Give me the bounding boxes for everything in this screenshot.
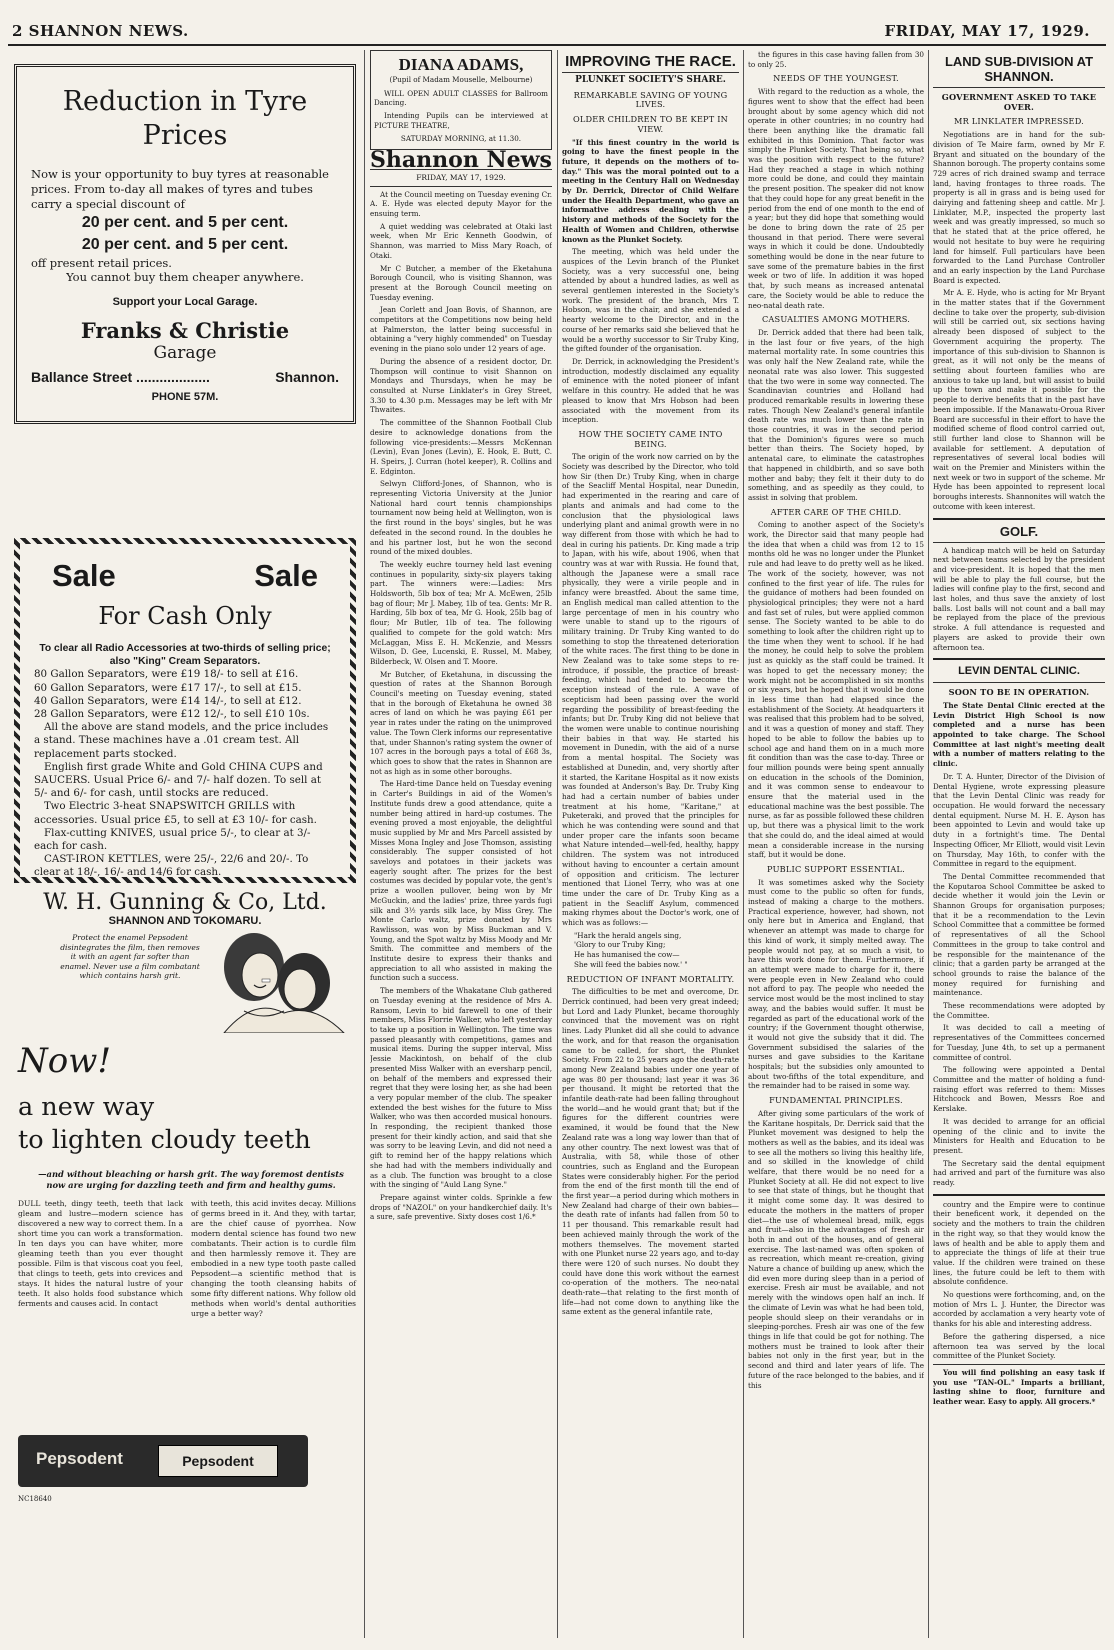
news-item: Prepare against winter colds. Sprinkle a few drops of "NAZOL" on your handkerchief daily. It's a sure, safe preventive. Sixty doses cost 1/6.* [370,1192,552,1222]
issue-date: FRIDAY, MAY 17, 1929. [884,22,1090,40]
diana-body2: Intending Pupils can be interviewed at PICTURE THEATRE, [374,111,548,130]
tyre-ad-body: Now is your opportunity to buy tyres at reasonable prices. From to-day all makes of tyres and tubes carry a special discount of [31,167,329,211]
tyre-ad-support: Support your Local Garage. [112,296,258,308]
rule [370,186,552,187]
sale-line: 28 Gallon Separators, were £12 12/-, to sell £10 10s. [34,708,310,721]
rule [933,682,1105,683]
rule [562,72,739,73]
news-item: A quiet wedding was celebrated at Otaki last week, when Mr Eric Kenneth Goodwin, of Shannon, was married to Miss Mary Roach, of Otaki. [370,221,552,260]
paper-dateline: FRIDAY, MAY 17, 1929. [416,172,506,182]
article-para: It was sometimes asked why the Society must come to the public so often for funds, instead of making a charge to the mothers. Practical experience, however, had shown, not only here but in America and England, that whenever an attempt was made to charge for this kind of work, it simply melted away. The people would not pay, at so much a visit, to have this work done for them. Furthermore, if an attempt were made to charge for it, there were people even in New Zealand who could not afford to pay. The people who needed the service most would be the most inclined to stay away, and the babies would suffer. It must be regarded as part of the educational work of the country; if the Government thought otherwise, it would not give the subsidy that it did. The Government subsidised the salaries of the nurses and gave subsidies to the Karitane hospitals; but the subsidies only amounted to about two-fifths of the total expenditure, and the remainder had to be raised in some way. [748,877,924,1091]
pepsodent-package [18,1435,308,1487]
sale-firm: W. H. Gunning & Co, Ltd. [43,889,327,915]
news-item: The Hard-time Dance held on Tuesday evening in Carter's Buildings in aid of the Women's Institute funds drew a good attendance, quite a number being attired in hard-up costumes. The evening proved a most enjoyable, the delightful music supplied by Mr and Mrs Parcell assisted by Misses Mona Ingley and Jose Thomson, assisting considerably. The supper consisted of hot saveloys and potatoes in their jackets was eagerly sought after. The prizes for the best costumes was decided by popular vote, the gent's prize a woollen pullover, being won by Mr McGuckin, and the ladies' prize, three yards fugi silk and 3½ yards silk lace, by Miss Grey. The Monte Carlo waltz, prize donated by Mrs Rawlisson, was won by Miss Buckman and V. Young, and the Spot waltz by Miss Moody and Mr Smith. The committee and members of the Institute desire to express their thanks and appreciation to all who assisted in making the function such a success. [370,779,552,983]
pepsodent-code: NC18640 [18,1495,52,1503]
dental-deck: SOON TO BE IN OPERATION. [948,687,1090,698]
rule [933,518,1105,520]
land-title: LAND SUB-DIVISION AT SHANNON. [944,54,1094,84]
sale-cash-only: For Cash Only [98,602,272,630]
sale-line: Flax-cutting KNIVES, usual price 5/-, to clear at 3/- each for cash. [34,826,311,853]
article-para: The difficulties to be met and overcome, Dr. Derrick continued, had been very great indeed; but Lord and Lady Plunket, became thoroughly convinced that the movement was on right lines. Lady Plunket did all she could to advance the work, and for that reason the organisation came to be called, for short, the Plunket Society. From 22 to 25 years ago the death-rate among New Zealand babies under one year of age was 80 per thousand; last year it was 36 per thousand. It might be retorted that the infantile death-rate had been falling throughout the world—and he would grant that; but if the figures for the different countries were examined, it would be found that the New Zealand rate was a long way lower than that of any other country. The next lowest was that of Australia, with 58, while those of other countries, such as England and the European States were considerably higher. For the period from the end of the first month till the end of the first year—a period during which mothers in New Zealand had charge of their own babies—the death rate of infants had fallen from 50 to 11 per thousand. This remarkable result had been achieved mainly through the work of the mothers themselves. The movement started with one Plunket nurse 22 years ago, and to-day there were 120 of such nurses. No doubt they could have done this work without the earnest co-operation of the mothers. The neo-natal death-rate—that relating to the first month of life—had not come down to anything like the same extent as the general infantile rate, [562,987,739,1317]
pepsodent-pack-label: Pepsodent [158,1445,278,1477]
dental-title: LEVIN DENTAL CLINIC. [958,665,1080,678]
rule [933,87,1105,88]
dental-para: These recommendations were adopted by the Committee. [933,1001,1105,1020]
article-subtitle: PLUNKET SOCIETY'S SHARE. [575,75,726,85]
pepsodent-now: Now! [18,1041,111,1081]
sale-line: Two Electric 3-heat SNAPSWITCH GRILLS with accessories. Usual price £5, to sell at £3 10/- for cash. [34,800,317,826]
news-item: The weekly euchre tourney held last evening continues in popularity, sixty-six players taking part. The winners were:—Ladies: Mrs Holdsworth, 5lb box of tea; Mr A. McEwen, 25lb bag of flour; Mr J. Mabey, 1lb of tea. Gents: Mr R. Harding, 5lb box of tea, Mr G. Hook, 25lb bag of flour; Mr Butler, 1lb of tea. The following qualified to compete for the gold watch: Mrs McLaggan, Miss E. H. McKenzie, and Messrs Wilson, D. Gee, Lucenski, E. Russel, M. Mabey, Bilderbeck, W. Olsen and T. Moore. [370,559,552,666]
sale-line: All the above are stand models, and the price includes a stand. These machines have a .01 cream test. All replacement parts stocked. [34,721,329,760]
sale-heading [34,558,336,594]
article-subhead: PUBLIC SUPPORT ESSENTIAL. [767,863,905,874]
verse-line: He has humanised the cow— [574,950,680,960]
pepsodent-copy-col: DULL teeth, dingy teeth, teeth that lack gleam and lustre—modern science has discovered a new way to correct them. In a short time you can work a transformation. In ten days you can have whiter, more gleaming teeth than you ever thought possible. Film is that viscous coat you feel, that clings to teeth, gets into crevices and stays. It hides the natural lustre of your teeth. It also holds food substance which ferments and causes acid. In contact [18,1199,183,1308]
page-masthead: 2 SHANNON NEWS. [12,22,189,40]
diana-sub: (Pupil of Madam Mouselle, Melbourne) [389,75,533,84]
verse-line: She will feed the babies now.' " [574,959,688,969]
land-deck2: MR LINKLATER IMPRESSED. [953,116,1084,127]
dental-lead: The State Dental Clinic erected at the Levin District High School is now completed and a nurse has been appointed to take charge. The School Committee at last night's meeting dealt with a number of matters relating to the clinic. [933,700,1105,769]
column-rule [557,50,558,1638]
dental-para: The Secretary said the dental equipment had arrived and part of the furniture was also ready. [933,1158,1105,1188]
news-item: Mr Butcher, of Eketahuna, in discussing the question of rates at the Shannon Borough Council's meeting on Tuesday evening, stated that in the borough of Eketahuna he owned 38 acres of land on which he was paying £61 per year in rates under the rating on the unimproved value. The Town Clerk informs our representative that, under Shannon's rating system the owner of 107 acres in the borough pays a total of £68 3s, which goes to show that the rates in Shannon are not as high as in some other boroughs. [370,669,552,776]
column-rule [928,50,929,1638]
tyre-discount: 20 per cent. and 5 per cent. [81,214,289,231]
dental-para: It was decided to arrange for an official opening of the clinic and to invite the Ministers for Health and Education to be present. [933,1116,1105,1155]
article-title: IMPROVING THE RACE. [565,53,736,70]
tyre-ad-address [31,369,339,385]
column-plunket [562,50,739,1640]
article-para: The meeting, which was held under the auspices of the Levin branch of the Plunket Society, was a very successful one, being attended by about a hundred ladies, as well as several gentlemen interested in the Society's work. The president of the branch, Mrs T. Hobson, was in the chair, and she extended a hearty welcome to the Director, and in the course of her remarks said she believed that he would be a worthy successor to Sir Truby King, the gifted founder of the organisation. [562,247,739,354]
article-lead: "If this finest country in the world is going to have the finest people in the future, it depends on the mothers of to-day." This was the moral pointed out to a meeting in the Century Hall on Wednesday by Dr. Derrick, Director of Child Welfare under the Health Department, who gave an informative address dealing with the history and methods of the Society for the Health of Women and Children, otherwise known as the Plunket Society. [562,137,739,244]
dance-class-notice [370,50,552,150]
column-rule [743,50,744,1638]
pepsodent-protect-note: Protect the enamel Pepsodent disintegrates the film, then removes it with an agent far softer than enamel. Never use a film combatant which contains harsh grit. [60,933,200,980]
sale-left: Sale [52,558,116,593]
pepsodent-headline-2: to lighten cloudy teeth [18,1125,311,1155]
sale-line: English first grade White and Gold CHINA CUPS and SAUCERS. Usual Price 6/- and 7/- half dozen. To sell at 5/- and 6/- for cash, until stocks are reduced. [34,760,323,800]
article-para: After giving some particulars of the work of the Karitane hospitals, Dr. Derrick said that the Plunket movement was designed to help the mothers as well as the babies, and its ideal was to see all the mothers so living this healthy life, and so skilled in the knowledge of child welfare, that there would be no need for a Plunket Society at all. He did not expect to live to see that state of things, but he thought that it might come some day. It was desired to educate the mothers in the matters of proper diet—the use of wholemeal bread, milk, eggs and fruit—also in the advantages of fresh air both in and out of the houses, and of general exercise. The last-named was often spoken of as recreation, which meant re-creation, giving Nature a chance of building up anew, which the did even more during sleep than in a period of exercise. Fresh air must be available, and not merely with the windows open half an inch. If the climate of Levin was what he had been told, people should sleep on their verandahs or in sleeping-porches. Fresh air was one of the few things in life that could be got for nothing. The mothers must be trained to look after their babies not only in the first year, but in the second and third and later years of life. The future of the race belonged to the babies, and if this [748,1108,924,1390]
column-local-news [370,50,552,1640]
article-deck: OLDER CHILDREN TO BE KEPT IN VIEW. [572,114,729,134]
article-para: Before the gathering dispersed, a nice afternoon tea was served by the local committee of the Plunket Society. [933,1331,1105,1361]
verse [562,931,739,970]
diana-time: SATURDAY MORNING, at 11.30. [400,133,522,143]
news-item: At the Council meeting on Tuesday evening Cr. A. E. Hyde was elected deputy Mayor for the ensuing term. [370,189,552,219]
sale-body [34,642,336,880]
article-para: With regard to the reduction as a whole, the figures went to show that the effect had been brought about by some agency which did not operate in other countries; in no country had there been anything like the dramatic fall exhibited in this Dominion. That factor was simply the Plunket Society. That being so, what was the position with respect to the future? Had they reached a stage in which nothing more could be done, and could they maintain the present position. The speaker did not know that they could hope for any great benefit in the period from the end of one month to the end of a year; but they did hope that something would be done to bring down the rate of 25 per thousand in that period. There were several ways in which it could be done. Undoubtedly something would be done in the near future to save some of the premature babies in the first week or two of life. In addition it was hoped that, by such means as increased antenatal care, the Society would be able to reduce the neo-natal death rate. [748,87,924,310]
article-subhead: FUNDAMENTAL PRINCIPLES. [769,1095,903,1106]
tyre-ad-title: Reduction in Tyre Prices [62,86,308,151]
tyre-discount: 20 per cent. and 5 per cent. [81,236,289,253]
tyre-ad-firm: Franks & Christie [80,318,290,343]
sale-advertisement [14,538,356,927]
land-deck: GOVERNMENT ASKED TO TAKE OVER. [941,92,1097,112]
article-para: Negotiations are in hand for the sub-division of Te Maire farm, owned by Mr F. Bryant and situated on the boundary of the Shannon borough. The property contains some 729 acres of rich drained swamp and terrace land, having frontages to three roads. The property is all in grass and is being used for dairying and fattening sheep and cattle. Mr J. Linklater, M.P., inspected the property last week and was greatly impressed, so much so that he stated that at the price offered, he would not hesitate to buy were he requiring land for himself. Full particulars have been forwarded to the Land Purchase Controller and an early inspection by the Land Purchase Board is expected. [933,130,1105,285]
column-plunket-continued [748,50,924,1640]
article-subhead: CASUALTIES AMONG MOTHERS. [761,314,911,325]
column-rule [364,50,365,1638]
tyre-ad-street: Ballance Street ................... [31,369,210,385]
verse-line: 'Glory to our Truby King; [574,940,666,950]
woman-illustration [184,925,354,1033]
article-para: Mr A. E. Hyde, who is acting for Mr Bryant in the matter states that if the Government decline to take over the property, sub-division will still be carried out, six sections having already been disposed of subject to the Government acquiring the property. The importance of this sub-division to Shannon is great, as it will not only be the means of settling about fourteen families who are anxious to take up land, but will assist to build up the town and make it possible for the people to derive benefits that in the past have been impossible. If the Manawatu-Oroua River Board are successful in their effort to have the modified scheme of flood control carried out, still further land close to Shannon will be available for settlement. A deputation of representatives of several local bodies will wait on the Premier and Ministers within the next week or two in support of the scheme. Mr Hyde has been appointed to represent local boroughs interests. Shannonites will watch the outcome with keen interest. [933,288,1105,511]
news-item: Mr C Butcher, a member of the Eketahuna Borough Council, who is visiting Shannon, was present at the Borough Council meeting on Tuesday evening. [370,263,552,302]
tyre-advertisement [14,64,356,424]
tyre-ad-phone: PHONE 57M. [151,391,219,403]
article-para: The origin of the work now carried on by the Society was described by the Director, who told how Sir (then Dr.) Truby King, when in charge of the Seacliff Mental Hospital, near Dunedin, had experimented in the rearing and care of plants and animals and had come to the conclusion that the physiological laws underlying plant and animal growth were in no way different from those with which he had to deal in curing his patients. Dr. King made a trip to Japan, with his wife, about 1906, when that country was at war with Russia. He found that, although the Japanese were a small race physically, they were a virile people and in infancy were breastfed. About the same time, an English medical man called attention to the large percentage of men in his country who were unable to stand up to the rigours of military training. Dr Truby King wanted to do something to stop the threatened deterioration of the white races. The first thing to be done in New Zealand was to take some steps to re-introduce, if possible, the practice of breast-feeding, which had tended to become the exception instead of the rule. A wave of scepticism had been passing over the world regarding the possibility of breast-feeding the infants; but Dr. Truby King did not believe that the women were unable to continue nourishing their babies in that way. He started his movement in Dunedin, with the aid of a nurse from a mental hospital. The Society was established at Dunedin, and, very shortly after it started, the Karitane Hospital as it now exists was founded at Anderson's Bay. Dr. Truby King had had a certain number of babies under treatment at his home, "Karitane," at Puketeraki, and proved that the principles for which he was contending were sound and that under proper care the infants soon became what Nature intended—well-fed, healthy, happy children. The system was not introduced without having to encounter a certain amount of opposition and criticism. The lecturer mentioned that Lionel Terry, who was at one time under the care of Dr. Truby King as a patient in the Seacliff Asylum, commenced making rhymes about the Doctor's work, one of which was as follows:— [562,452,739,928]
news-item: Jean Corlett and Joan Bovis, of Shannon, are competitors at the Competitions now being held at Palmerston, the latter being successful in obtaining a "very highly commended" on Tuesday evening in the piano solo under 12 years of age. [370,305,552,354]
article-para: Dr. Derrick added that there had been talk, in the last four or five years, of the high maternal mortality rate. In some countries this was only half the New Zealand rate, while the neonatal rate was also lower. This suggested that the two were in some way connected. The Scandinavian countries and Holland had produced remarkable results in lowering these rates. Though New Zealand's general infantile death rate was much lower than the rate in those countries, it was in the second period that the Dominion's figures were so much better than theirs. The Society hoped, by antenatal care, to eliminate the catastrophes that happened in childbirth, and so save both mother and baby; they felt it their duty to do something, and as speedily as they could, to assist in solving that problem. [748,327,924,502]
rule [933,542,1105,543]
pepsodent-subhead: —and without bleaching or harsh grit. The way foremost dentists now are urging for dazzling teeth and firm and healthy gums. [38,1169,344,1190]
sale-line: 80 Gallon Separators, were £19 18/- to sell at £16. [34,668,299,681]
column-land-golf-dental [933,50,1105,1640]
pepsodent-copy [18,1199,356,1319]
dental-para: The following were appointed a Dental Committee and the matter of holding a fund-raising effort was referred to them: Misses Hitchcock and Bowen, Messrs Roe and Kerslake. [933,1065,1105,1114]
sale-location: SHANNON AND TOKOMARU. [108,914,262,927]
article-para: country and the Empire were to continue their beneficent work, it depended on the society and the mothers to train the children in the right way, so that they would know the laws of health and be able to apply them and to appreciate the things of life at their true value. If the children were trained on these lines, the future could be left to them with absolute confidence. [933,1199,1105,1287]
news-item: The committee of the Shannon Football Club desire to acknowledge donations from the following vice-presidents:—Messrs McKennan (Levin), Evan Jones (Levin), E. Hook, E. Butt, C. H. Speirs, J. Curran (hotel keeper), R. Collins and E. Edginton. [370,418,552,476]
article-deck: REMARKABLE SAVING OF YOUNG LIVES. [573,89,728,110]
pepsodent-headline-1: a new way [18,1092,155,1122]
sale-line: CAST-IRON KETTLES, were 25/-, 22/6 and 20/-. To clear at 18/-, 16/- and 14/6 for cash. [34,853,309,879]
pepsodent-pack-logo: Pepsodent [36,1449,123,1468]
rule [933,1364,1105,1365]
tyre-ad-tail: off present retail prices. [31,256,172,270]
article-para: No questions were forthcoming, and, on the motion of Mrs L. J. Hunter, the Director was accorded by acclamation a very hearty vote of thanks for his able and interesting address. [933,1290,1105,1329]
tyre-ad-town: Shannon. [275,369,339,385]
top-rule [8,44,1106,46]
sale-intro: To clear all Radio Accessories at two-thirds of selling price; also "King" Cream Separators. [39,643,331,668]
sale-right: Sale [254,558,318,593]
pepsodent-advertisement [14,925,356,1630]
diana-body: WILL OPEN ADULT CLASSES for Ballroom Dancing. [374,88,548,108]
dental-para: The Dental Committee recommended that the Koputaroa School Committee be asked to decide whether it would join the Levin or Shannon Groups for organisation purposes; that it be a recommendation to the Levin School Committee that a committee be formed of representatives of all the School Committees in the group to take control and be responsible for the maintenance of the clinic; that a garden party be arranged at the school grounds to raise the balance of the money required for furnishing and maintenance. [933,871,1105,998]
pepsodent-copy-col: with teeth, this acid invites decay. Millions of germs breed in it. And they, with tartar, are the chief cause of pyorrhea. Now modern dental science has found two new combatants. Their action is to curdle film and then harmlessly remove it. They are embodied in a new type tooth paste called Pepsodent—a scientific method that is changing the tooth cleansing habits of some fifty different nations. Why follow old methods when world's dental authorities urge a better way? [191,1199,356,1318]
sale-line: 60 Gallon Separators, were £17 17/-, to sell at £15. [34,681,302,694]
pepsodent-headline [18,1091,358,1157]
tyre-ad-garage: Garage [153,343,217,363]
article-para: the figures in this case having fallen from 30 to only 25. [748,50,924,69]
paper-nameplate: Shannon News [370,147,552,174]
dental-para: It was decided to call a meeting of representatives of the Committees concerned for Tuesday, June 4th, to set up a permanent committee of control. [933,1023,1105,1062]
golf-title: GOLF. [999,523,1039,539]
article-subhead: HOW THE SOCIETY CAME INTO BEING. [578,428,723,449]
rule [933,658,1105,660]
article-subhead: REDUCTION OF INFANT MORTALITY. [566,973,735,984]
sale-line: 40 Gallon Separators, were £14 14/-, to sell at £12. [34,694,302,707]
news-item: The members of the Whakatane Club gathered on Tuesday evening at the residence of Mrs A. Ransom, Levin to bid farewell to one of their members, Miss Florrie Walker, who left yesterday to take up a position in Wellington. The time was passed pleasantly with competitions, games and musical items. During the supper interval, Miss Jessie Mackintosh, on behalf of the club presented Miss Walker with an eversharp pencil, on behalf of the members and expressed their regret that they were losing her, as she had been a very popular member of the club. The speaker extended the best wishes for the future to Miss Walker, who was then accorded musical honours. In responding, the recipient thanked those present for their kindly action, and said that she was sorry to be leaving Levin, and did not need a gift to remind her of the happy relations which she had had with the members individually and as a club. The function was brought to a close with the singing of "Auld Lang Syne." [370,986,552,1190]
news-item: During the absence of a resident doctor, Dr. Thompson will continue to visit Shannon on Mondays and Thursdays, when he may be consulted at Nurse Linklater's in Grey Street, 3.30 to 4.30 p.m. Messages may be left with Mr Thwaites. [370,356,552,415]
article-para: Dr. Derrick, in acknowledging the President's introduction, modestly disclaimed any equality of eminence with the noted pioneer of infant welfare in this country. He added that he was pleased to know that Mrs Hobson had been associated with the movement from its inception. [562,356,739,425]
rule [933,1194,1105,1196]
tyre-ad-tail: You cannot buy them cheaper anywhere. [66,270,304,284]
article-para: Coming to another aspect of the Society's work, the Director said that many people had the idea that when a child was from 12 to 15 months old he was no longer under the Plunket rule and had leave to do pretty well as he liked. The work of the society, however, was not confined to the first year of life. The rules for the guidance of mothers had been founded on physiological principles; they were not a hard and fast set of rules, but were applied common sense. The Society wanted to be able to do something to look after the children right up to the time when they went to school. If he had the money, he could help to solve the problem just as quickly as the staff could be trained. It was hoped to get the necessary money; the work might not be accomplished in six months or six years, but he hoped that it would be done in less time than had elapsed since the establishment of the Society. At headquarters it was realised that this problem had to be solved, and it was a question of money and staff. They hoped to be able to follow the babies up to school age and hand them on in a much more fit condition than was the case to-day. Three or four million pounds were being spent annually on education in the schools of the Dominion, and it was common sense to endeavour to ensure that the material used in the educational machine was the best possible. The nurse, as far as possible followed these children up, but there was a physical limit to the work that she could do, and the ideal aimed at would mean a considerable increase in the nursing staff, but it would be done. [748,520,924,860]
diana-title: DIANA ADAMS, [398,55,524,74]
article-subhead: NEEDS OF THE YOUNGEST. [773,73,899,84]
golf-para: A handicap match will be held on Saturday next between teams selected by the president and vice-president. It is hoped that the men will be able to play the full course, but the ladies will confine play to the first, second and last holes, and thus save the anxiety of lost balls. Lost balls will not count and a ball may be replayed from the place of the previous stroke. A full attendance is requested and players are asked to provide their own afternoon tea. [933,545,1105,652]
dental-para: Dr. T. A. Hunter, Director of the Division of Dental Hygiene, wrote expressing pleasure that the Levin Dental Clinic was ready for occupation. He would forward the necessary dental equipment. Nurse M. H. E. Ayson has been appointed to Levin and would take up duty in a fortnight's time. The Dental Inspecting Officer, Mr Elliott, would visit Levin on Thursday, May 16th, to confer with the Committee in regard to the equipment. [933,771,1105,869]
verse-line: "Hark the herald angels sing, [574,930,682,940]
tanol-notice: You will find polishing an easy task if you use "TAN-OL." Imparts a brilliant, lasting shine to floor, furniture and leather wear. Easy to apply. All grocers.* [933,1367,1105,1407]
article-subhead: AFTER CARE OF THE CHILD. [770,506,902,517]
news-item: Selwyn Clifford-Jones, of Shannon, who is representing Victoria University at the Junior National hard court tennis championships tournament now being held at Wellington, won is the first round in the boys' singles, but he was defeated in the second round. In the doubles he and his partner lost, but he won the second round of the mixed doubles. [370,479,552,557]
